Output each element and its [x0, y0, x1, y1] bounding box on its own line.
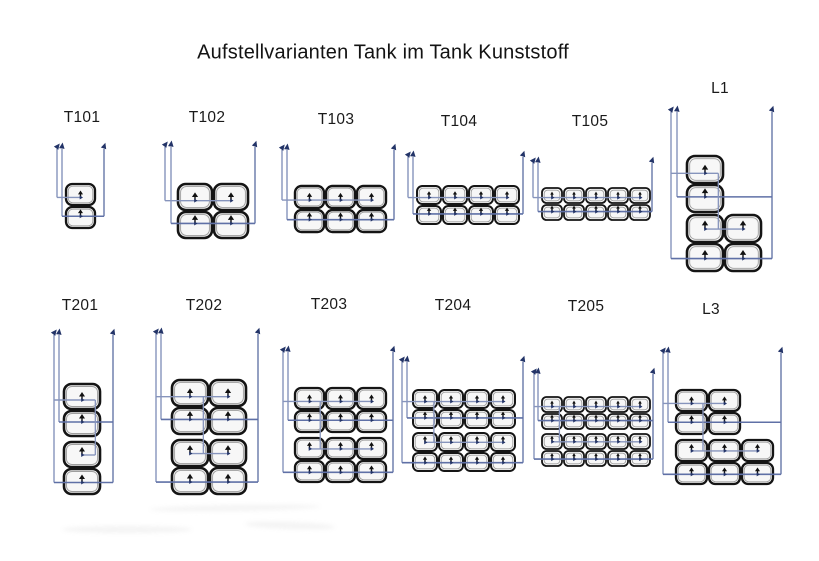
variant-t102-diagram [162, 140, 259, 238]
pipe-arrow-icon [162, 140, 170, 148]
pipe-arrow-icon [285, 345, 291, 352]
pipe-arrow-icon [410, 150, 416, 157]
variant-t103-diagram [279, 143, 398, 232]
pipe-arrow-icon [391, 143, 398, 150]
pipe-arrow-icon [404, 355, 410, 362]
variant-label-t105: T105 [571, 113, 609, 130]
variant-t202-diagram [153, 327, 262, 494]
page-title: Aufstellvarianten Tank im Tank Kunststoff [197, 41, 569, 64]
pipe-arrow-icon [769, 105, 776, 112]
variant-label-t204: T204 [434, 297, 472, 314]
variant-label-t104: T104 [440, 113, 478, 130]
variant-t105-diagram [530, 156, 656, 220]
variant-t203-diagram [280, 345, 397, 482]
variant-label-t102: T102 [188, 109, 226, 126]
pipe-arrow-icon [520, 355, 527, 362]
pipe-arrow-icon [665, 346, 671, 353]
variant-l1-diagram [668, 105, 776, 271]
variant-label-t201: T201 [61, 297, 99, 314]
pipe-arrow-icon [668, 105, 676, 113]
variant-label-t101: T101 [63, 109, 101, 126]
variant-label-t103: T103 [317, 111, 355, 128]
variant-t104-diagram [405, 150, 527, 224]
variant-label-t203: T203 [310, 296, 348, 313]
pipe-arrow-icon [168, 140, 174, 147]
variant-label-l3: L3 [702, 301, 720, 318]
pipe-arrow-icon [110, 328, 117, 335]
pipe-arrow-icon [535, 156, 541, 163]
variant-label-l1: L1 [711, 80, 729, 97]
pipe-arrow-icon [252, 140, 259, 147]
pipe-arrow-icon [650, 367, 657, 374]
pipe-arrow-icon [674, 105, 680, 112]
pipe-arrow-icon [649, 156, 656, 163]
pipe-arrow-icon [284, 143, 290, 150]
pipe-arrow-icon [59, 142, 65, 149]
pipe-arrow-icon [158, 327, 164, 334]
variant-t201-diagram [51, 328, 117, 494]
variant-t204-diagram [399, 355, 527, 471]
variant-t101-diagram [54, 142, 108, 228]
pipe-arrow-icon [255, 327, 262, 334]
pipe-arrow-icon [56, 328, 62, 335]
pipe-arrow-icon [778, 346, 785, 353]
scan-artifact [62, 526, 192, 533]
pipe-arrow-icon [101, 142, 108, 149]
pipe-arrow-icon [520, 150, 527, 157]
variant-label-t202: T202 [185, 297, 223, 314]
variant-t205-diagram [531, 367, 657, 466]
variant-label-t205: T205 [567, 298, 605, 315]
variant-l3-diagram [660, 346, 785, 484]
pipe-arrow-icon [390, 345, 397, 352]
